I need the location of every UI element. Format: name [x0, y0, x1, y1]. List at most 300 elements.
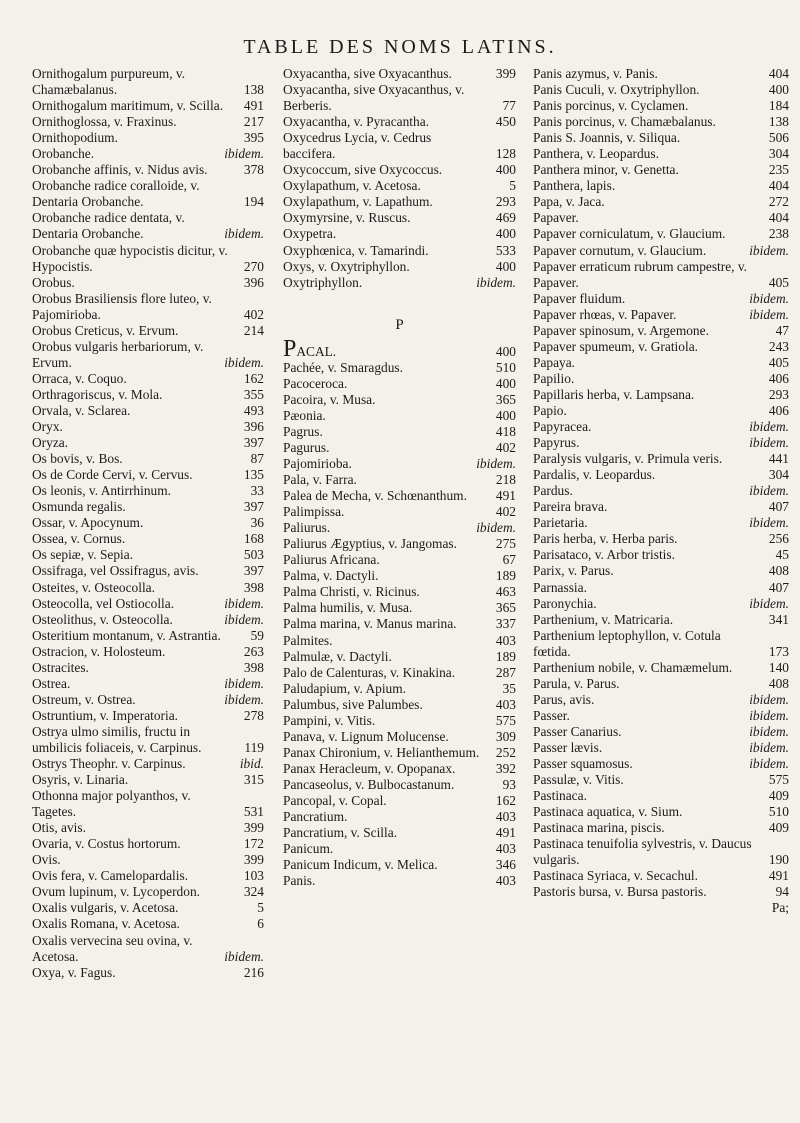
entry-page: 396: [243, 274, 264, 290]
entry-page: 365: [495, 600, 516, 616]
entry-page: 403: [495, 632, 516, 648]
entry-term: Pardalis, v. Leopardus.: [533, 467, 656, 483]
index-entry: [533, 628, 789, 660]
entry-term: Palma, v. Dactyli.: [283, 568, 379, 584]
index-entry: [283, 873, 516, 889]
index-entry: [533, 419, 789, 435]
entry-page: ibidem.: [749, 691, 789, 707]
entry-page: 575: [495, 712, 516, 728]
entry-page: ibidem.: [749, 306, 789, 322]
entry-term: Oxalis vulgaris, v. Acetosa.: [32, 900, 179, 916]
entry-term: Os sepiæ, v. Sepia.: [32, 547, 134, 563]
index-entry: [32, 98, 264, 114]
entry-page: 103: [243, 868, 264, 884]
index-entry: [283, 809, 516, 825]
entry-term: Ovis fera, v. Camelopardalis.: [32, 868, 189, 884]
entry-term: Oxycedrus Lycia, v. Cedrus baccifera.: [283, 130, 432, 162]
entry-term: Parthenium nobile, v. Chamæmelum.: [533, 659, 733, 675]
entry-page: 272: [768, 194, 789, 210]
entry-term: Oxyacantha, v. Pyracantha.: [283, 114, 429, 130]
index-entry: [533, 724, 789, 740]
entry-page: 189: [495, 568, 516, 584]
index-entry: [533, 467, 789, 483]
index-entry: [32, 676, 264, 692]
entry-term: Ornithopodium.: [32, 130, 118, 146]
entry-term: Ossea, v. Cornus.: [32, 531, 126, 547]
index-entry: [283, 713, 516, 729]
index-entry: [533, 146, 789, 162]
entry-page: 404: [768, 178, 789, 194]
entry-page: 184: [768, 98, 789, 114]
index-entry: [533, 884, 789, 900]
entry-page: 263: [243, 643, 264, 659]
index-entry: [283, 408, 516, 424]
entry-term: Orobus.: [32, 274, 75, 290]
entry-term: Ostruntium, v. Imperatoria.: [32, 707, 179, 723]
entry-term: Panis porcinus, v. Chamæbalanus.: [533, 114, 716, 130]
index-entry: [32, 162, 264, 178]
index-entry: [283, 392, 516, 408]
entry-term: Os leonis, v. Antirrhinum.: [32, 483, 171, 499]
index-entry: [283, 745, 516, 761]
entry-page: 491: [243, 98, 264, 114]
entry-term: Parus, avis.: [533, 691, 595, 707]
entry-page: 138: [768, 114, 789, 130]
entry-page: 403: [495, 841, 516, 857]
entry-term: Pancopal, v. Copal.: [283, 792, 387, 808]
index-entry: [32, 371, 264, 387]
entry-page: 400: [768, 82, 789, 98]
entry-term: Oryza.: [32, 435, 69, 451]
entry-term: Papaver.: [533, 210, 579, 226]
entry-page: 397: [243, 435, 264, 451]
entry-term: Ostreum, v. Ostrea.: [32, 691, 136, 707]
entry-page: 365: [495, 391, 516, 407]
index-entry: [32, 114, 264, 130]
entry-page: 399: [495, 66, 516, 81]
index-entry: [32, 836, 264, 852]
index-entry: [533, 323, 789, 339]
entry-page: 252: [495, 744, 516, 760]
entry-page: 403: [495, 873, 516, 889]
index-entry: [32, 692, 264, 708]
index-entry: [533, 194, 789, 210]
entry-page: 450: [495, 114, 516, 130]
entry-page: 399: [243, 820, 264, 836]
entry-page: 395: [243, 130, 264, 146]
entry-term: Osteritium montanum, v. Astrantia.: [32, 627, 221, 643]
entry-page: 397: [243, 499, 264, 515]
entry-term: Panax Chironium, v. Helianthemum.: [283, 744, 480, 760]
entry-term: Orobanche quæ hypocistis dicitur, v. Hypocistis.: [32, 242, 228, 274]
index-entry: [32, 788, 264, 820]
index-entry: [533, 804, 789, 820]
entry-term: Osteites, v. Osteocolla.: [32, 579, 155, 595]
index-entry: [533, 580, 789, 596]
entry-term: Passulæ, v. Vitis.: [533, 772, 624, 788]
index-entry: [32, 708, 264, 724]
column-2: [283, 66, 516, 1106]
entry-page: 216: [243, 964, 264, 980]
entry-term: Pagrus.: [283, 423, 323, 439]
entry-page: 93: [502, 776, 516, 792]
entry-page: 409: [768, 788, 789, 804]
entry-page: ibidem.: [476, 520, 516, 536]
index-entry: [32, 852, 264, 868]
index-entry: [32, 387, 264, 403]
index-entry: [283, 376, 516, 392]
entry-term: Paliurus Africana.: [283, 552, 380, 568]
index-entry: [533, 210, 789, 226]
entry-term: Panis azymus, v. Panis.: [533, 66, 658, 81]
index-entry: [283, 210, 516, 226]
entry-page: ibidem.: [749, 515, 789, 531]
entry-page: ibidem.: [749, 242, 789, 258]
entry-page: 36: [250, 515, 264, 531]
index-entry: [283, 793, 516, 809]
entry-page: ibidem.: [224, 675, 264, 691]
entry-page: ibidem.: [749, 595, 789, 611]
entry-term: Papyrus.: [533, 435, 580, 451]
entry-term: Pagurus.: [283, 439, 330, 455]
entry-page: 406: [768, 402, 789, 418]
index-entry: [283, 633, 516, 649]
entry-term: Orobanche radice coralloide, v. Dentaria Orobanche.: [32, 178, 200, 210]
index-entry: [533, 547, 789, 563]
index-entry: [283, 243, 516, 259]
entry-page: 172: [243, 836, 264, 852]
entry-page: 278: [243, 707, 264, 723]
index-entry: [283, 275, 516, 291]
entry-term: Ostrya ulmo similis, fructu in umbilicis foliaceis, v. Carpinus.: [32, 723, 202, 755]
entry-page: 6: [257, 916, 264, 932]
entry-term: Pancratium, v. Scilla.: [283, 825, 398, 841]
entry-term: Osteolithus, v. Osteocolla.: [32, 611, 173, 627]
spacer: [283, 291, 516, 307]
entry-term: Pæonia.: [283, 407, 326, 423]
entry-term: Passer Canarius.: [533, 723, 622, 739]
entry-page: 287: [495, 664, 516, 680]
entry-term: Ostrys Theophr. v. Carpinus.: [32, 756, 186, 772]
entry-page: 59: [250, 627, 264, 643]
entry-page: 397: [243, 563, 264, 579]
entry-page: 214: [243, 322, 264, 338]
index-entry: [283, 584, 516, 600]
entry-term: Ovum lupinum, v. Lycoperdon.: [32, 884, 200, 900]
index-entry: [283, 681, 516, 697]
entry-page: 533: [495, 242, 516, 258]
index-entry: [32, 965, 264, 981]
entry-page: 304: [768, 467, 789, 483]
entry-term: Pachée, v. Smaragdus.: [283, 359, 403, 375]
index-entry: [32, 580, 264, 596]
index-entry: [32, 820, 264, 836]
entry-page: 405: [768, 274, 789, 290]
index-entry: [32, 403, 264, 419]
entry-page: 575: [768, 772, 789, 788]
entry-page: 309: [495, 728, 516, 744]
entry-page: 293: [495, 194, 516, 210]
entry-page: 399: [243, 852, 264, 868]
entry-term: Oxalis Romana, v. Acetosa.: [32, 916, 180, 932]
index-entry: [533, 531, 789, 547]
entry-page: 162: [495, 792, 516, 808]
index-entry: [533, 596, 789, 612]
entry-page: 400: [495, 375, 516, 391]
entry-term: Ossar, v. Apocynum.: [32, 515, 144, 531]
entry-term: Parthenium, v. Matricaria.: [533, 611, 674, 627]
column-1: [32, 66, 264, 1106]
entry-page: 35: [502, 680, 516, 696]
entry-term: Pajomirioba.: [283, 455, 352, 471]
index-entry: [32, 210, 264, 242]
entry-term: Oxalis vervecina seu ovina, v. Acetosa.: [32, 932, 193, 964]
entry-term: Palimpissa.: [283, 504, 345, 520]
entry-page: 341: [768, 611, 789, 627]
index-entry: [533, 98, 789, 114]
index-entry: [283, 649, 516, 665]
entry-term: Oxys, v. Oxytriphyllon.: [283, 258, 410, 274]
entry-page: 506: [768, 130, 789, 146]
index-entry: [32, 628, 264, 644]
entry-term: Panthera minor, v. Genetta.: [533, 162, 679, 178]
index-entry: [533, 355, 789, 371]
index-entry: [32, 499, 264, 515]
entry-page: ibidem.: [224, 611, 264, 627]
entry-term: Pacoira, v. Musa.: [283, 391, 376, 407]
entry-term: Pareira brava.: [533, 499, 608, 515]
entry-page: 441: [768, 451, 789, 467]
entry-term: Ovaria, v. Costus hortorum.: [32, 836, 181, 852]
entry-term: Parietaria.: [533, 515, 588, 531]
index-entry: [533, 66, 789, 82]
entry-page: 47: [775, 322, 789, 338]
entry-term: Osteocolla, vel Ostiocolla.: [32, 595, 175, 611]
index-entry: [32, 756, 264, 772]
entry-term: Paronychia.: [533, 595, 597, 611]
entry-page: 168: [243, 531, 264, 547]
index-entry: [533, 820, 789, 836]
index-entry: [32, 612, 264, 628]
entry-page: 405: [768, 354, 789, 370]
entry-term: Parisataco, v. Arbor tristis.: [533, 547, 675, 563]
entry-term: Panava, v. Lignum Molucense.: [283, 728, 449, 744]
index-entry: [32, 531, 264, 547]
entry-term: Passer lævis.: [533, 739, 603, 755]
entry-page: ibidem.: [476, 274, 516, 290]
index-entry: [283, 259, 516, 275]
index-entry: [533, 259, 789, 291]
entry-page: 491: [495, 488, 516, 504]
entry-page: 510: [495, 359, 516, 375]
entry-term: Oxypetra.: [283, 226, 337, 242]
entry-page: 402: [495, 504, 516, 520]
entry-page: 33: [250, 483, 264, 499]
entry-term: Passer.: [533, 707, 570, 723]
entry-term: Oxya, v. Fagus.: [32, 964, 116, 980]
entry-term: Passer squamosus.: [533, 756, 633, 772]
entry-page: 392: [495, 760, 516, 776]
entry-page: ibidem.: [749, 290, 789, 306]
index-entry: [283, 536, 516, 552]
index-entry: [533, 515, 789, 531]
entry-page: ibidem.: [749, 707, 789, 723]
index-entry: [32, 323, 264, 339]
entry-page: 402: [495, 439, 516, 455]
entry-page: 409: [768, 820, 789, 836]
entry-term: Palma marina, v. Manus marina.: [283, 616, 457, 632]
entry-term: Osyris, v. Linaria.: [32, 772, 129, 788]
entry-term: Pacoceroca.: [283, 375, 348, 391]
index-entry: [283, 162, 516, 178]
index-entry: [32, 339, 264, 371]
entry-term: Pampini, v. Vitis.: [283, 712, 376, 728]
entry-term: Panis.: [283, 873, 316, 889]
entry-term: Pastinaca marina, piscis.: [533, 820, 665, 836]
entry-page: 469: [495, 210, 516, 226]
index-entry: [32, 884, 264, 900]
entry-term: Papaver spumeum, v. Gratiola.: [533, 338, 698, 354]
entry-page: 194: [243, 194, 264, 210]
entry-term: Palea de Mecha, v. Schœnanthum.: [283, 488, 467, 504]
entry-term: Papa, v. Jaca.: [533, 194, 605, 210]
index-entry: [283, 616, 516, 632]
index-entry: [283, 761, 516, 777]
index-entry: [32, 900, 264, 916]
entry-page: 398: [243, 659, 264, 675]
index-entry: [283, 178, 516, 194]
entry-term: Paliurus.: [283, 520, 331, 536]
entry-term: Ossifraga, vel Ossifragus, avis.: [32, 563, 199, 579]
entry-term: Os bovis, v. Bos.: [32, 451, 123, 467]
index-entry: [533, 788, 789, 804]
entry-page: 402: [243, 306, 264, 322]
entry-page: 293: [768, 386, 789, 402]
entry-page: 463: [495, 584, 516, 600]
entry-term: Parula, v. Parus.: [533, 675, 620, 691]
entry-page: ibidem.: [749, 739, 789, 755]
entry-term: Pastinaca.: [533, 788, 587, 804]
entry-page: 67: [502, 552, 516, 568]
entry-term: Papilio.: [533, 370, 575, 386]
index-entry: [283, 504, 516, 520]
entry-term: Orobanche radice dentata, v. Dentaria Orobanche.: [32, 210, 185, 242]
entry-term: Ostracion, v. Holosteum.: [32, 643, 166, 659]
entry-term: Osmunda regalis.: [32, 499, 126, 515]
entry-page: 135: [243, 467, 264, 483]
index-entry: [533, 676, 789, 692]
entry-page: 5: [509, 178, 516, 194]
entry-term: Papio.: [533, 402, 567, 418]
entry-term: Pancaseolus, v. Bulbocastanum.: [283, 776, 455, 792]
entry-term: Panicum.: [283, 841, 334, 857]
entry-term: Orobus vulgaris herbariorum, v. Ervum.: [32, 338, 204, 370]
entry-term: Papyracea.: [533, 419, 592, 435]
index-entry: [32, 933, 264, 965]
entry-page: 315: [243, 772, 264, 788]
entry-page: 275: [495, 536, 516, 552]
index-entry: [283, 360, 516, 376]
entry-page: ibidem.: [476, 455, 516, 471]
index-entry: [533, 451, 789, 467]
index-entry: [32, 563, 264, 579]
index-entry: [283, 665, 516, 681]
entry-page: 400: [495, 258, 516, 274]
entry-term: Panthera, v. Leopardus.: [533, 146, 659, 162]
entry-page: 400: [495, 407, 516, 423]
index-entry: [283, 825, 516, 841]
index-entry: [533, 387, 789, 403]
entry-term: Pastinaca tenuifolia sylvestris, v. Daucus vulgaris.: [533, 836, 752, 868]
entry-term: Oxyacantha, sive Oxyacanthus.: [283, 66, 452, 81]
index-entry: [283, 335, 516, 362]
entry-term: Oxycoccum, sive Oxycoccus.: [283, 162, 443, 178]
index-entry: [283, 440, 516, 456]
entry-page: 407: [768, 579, 789, 595]
entry-page: 138: [243, 82, 264, 98]
index-entry: [283, 568, 516, 584]
entry-page: 396: [243, 419, 264, 435]
index-entry: [32, 596, 264, 612]
entry-term: Oxymyrsine, v. Ruscus.: [283, 210, 411, 226]
entry-page: 491: [768, 868, 789, 884]
index-entry: [533, 371, 789, 387]
entry-page: ibidem.: [224, 948, 264, 964]
index-entry: [533, 307, 789, 323]
entry-term: Papaver cornutum, v. Glaucium.: [533, 242, 707, 258]
entry-term: Paris herba, v. Herba paris.: [533, 531, 678, 547]
index-entry: [533, 612, 789, 628]
entry-page: 398: [243, 579, 264, 595]
index-entry: [32, 146, 264, 162]
index-entry: [32, 467, 264, 483]
index-entry: [533, 82, 789, 98]
drop-initial: P: [283, 335, 297, 362]
index-entry: [283, 841, 516, 857]
entry-term: Oxytriphyllon.: [283, 274, 363, 290]
index-entry: [533, 130, 789, 146]
entry-term: Palma humilis, v. Musa.: [283, 600, 413, 616]
entry-term: Papaver erraticum rubrum campestre, v. Papaver.: [533, 258, 748, 290]
index-entry: [533, 660, 789, 676]
entry-term: Panthera, lapis.: [533, 178, 616, 194]
index-entry: [533, 708, 789, 724]
entry-term: Panis S. Joannis, v. Siliqua.: [533, 130, 681, 146]
entry-term: Panicum Indicum, v. Melica.: [283, 857, 438, 873]
entry-page: 337: [495, 616, 516, 632]
index-entry: [533, 162, 789, 178]
index-entry: [283, 226, 516, 242]
index-entry: [283, 114, 516, 130]
index-entry: [283, 130, 516, 162]
index-entry: [32, 724, 264, 756]
index-entry: [533, 836, 789, 868]
entry-page: ibidem.: [224, 691, 264, 707]
entry-term: Palmulæ, v. Dactyli.: [283, 648, 392, 664]
entry-term: Papaya.: [533, 354, 576, 370]
index-entry: [283, 777, 516, 793]
entry-term: Parnassia.: [533, 579, 587, 595]
entry-term: Orthragoriscus, v. Mola.: [32, 386, 163, 402]
index-entry: [533, 772, 789, 788]
index-entry: [533, 226, 789, 242]
entry-term: Palma Christi, v. Ricinus.: [283, 584, 420, 600]
index-entry: [32, 772, 264, 788]
entry-term: Palumbus, sive Palumbes.: [283, 696, 423, 712]
entry-page: 256: [768, 531, 789, 547]
entry-term: Pardus.: [533, 483, 573, 499]
entry-page: 400: [495, 343, 516, 359]
